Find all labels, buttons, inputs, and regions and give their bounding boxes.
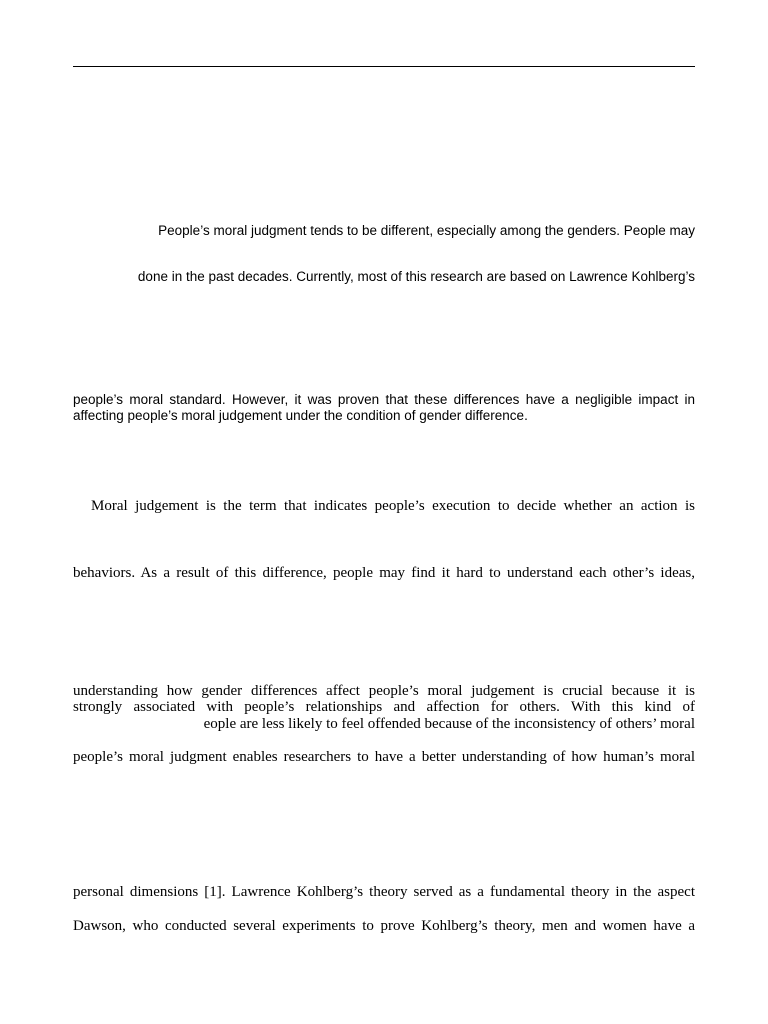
abstract-line-2: done in the past decades. Currently, most of this research are based on Lawrence Kohlberg’s — [137, 269, 695, 284]
header-rule — [73, 66, 695, 67]
abstract-line-3: people’s moral standard. However, it was proven that these differences have a negligible impact in — [73, 392, 695, 407]
body-paragraph-line-6: people’s moral judgment enables researchers to have a better understanding of how human’s moral — [73, 749, 695, 765]
abstract-line-1: People’s moral judgment tends to be different, especially among the genders. People may — [158, 223, 695, 238]
body-paragraph-line-4: strongly associated with people’s relationships and affection for others. With this kind of — [73, 699, 695, 715]
body-paragraph-line-7: personal dimensions [1]. Lawrence Kohlberg’s theory served as a fundamental theory in the aspect — [73, 884, 695, 900]
body-paragraph-line-8: Dawson, who conducted several experiments to prove Kohlberg’s theory, men and women have a — [73, 918, 695, 934]
body-paragraph-line-5: eople are less likely to feel offended because of the inconsistency of others’ moral — [203, 716, 695, 732]
body-paragraph-line-2: behaviors. As a result of this difference, people may find it hard to understand each other’s ideas, — [73, 565, 695, 581]
body-paragraph-line-3: understanding how gender differences affect people’s moral judgement is crucial because it is — [73, 683, 695, 699]
abstract-line-4: affecting people’s moral judgement under the condition of gender difference. — [73, 408, 528, 423]
body-paragraph-line-1: Moral judgement is the term that indicates people’s execution to decide whether an action is — [91, 498, 695, 514]
